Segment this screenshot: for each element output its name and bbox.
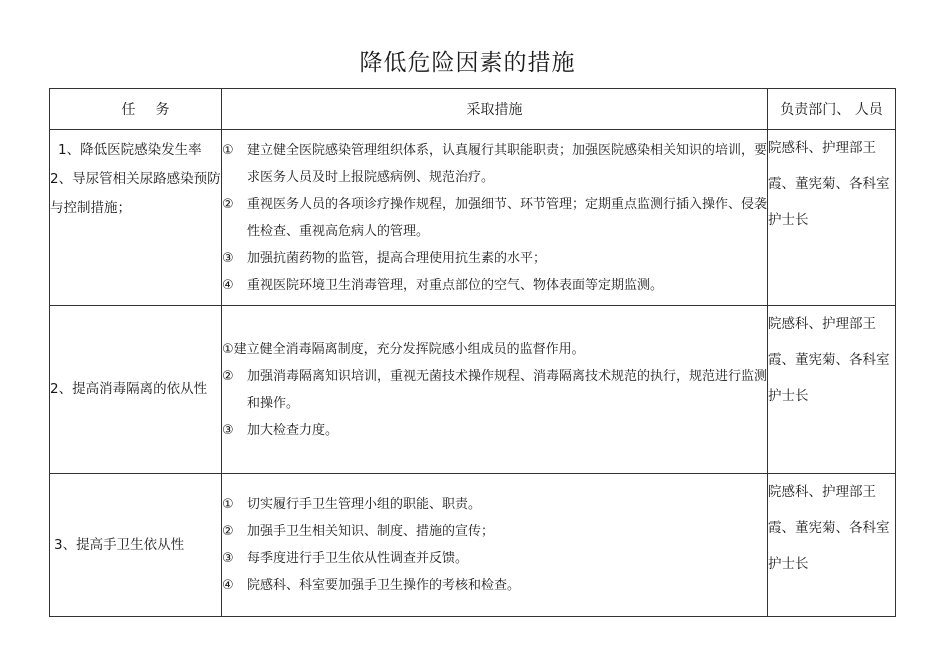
table-header-row (50, 89, 896, 130)
measure-item (222, 491, 767, 518)
task-line: 2、导尿管相关尿路感染预防与控制措施； (50, 171, 221, 216)
measures-table (49, 88, 896, 617)
measure-text: 建立健全消毒隔离制度，充分发挥院感小组成员的监督作用。 (233, 341, 585, 357)
measure-text: 每季度进行手卫生依从性调查并反馈。 (247, 551, 469, 566)
measures-cell (222, 306, 768, 474)
measure-item (222, 572, 767, 599)
measure-text: 院感科、科室要加强手卫生操作的考核和检查。 (247, 578, 521, 593)
measure-number: ① (222, 341, 234, 357)
table-row (50, 306, 896, 474)
measure-item (222, 137, 767, 191)
measure-item (222, 272, 767, 299)
measure-text: 切实履行手卫生管理小组的职能、职责。 (247, 497, 482, 512)
measure-text: 加强消毒隔离知识培训，重视无菌技术操作规程、消毒隔离技术规范的执行，规范进行监测和操作。 (247, 368, 768, 411)
measure-text: 加强手卫生相关知识、制度、措施的宣传； (247, 524, 495, 539)
department-cell: 院感科、护理部王霞、董宪菊、各科室护士长 (768, 130, 896, 306)
measure-number: ② (222, 524, 234, 539)
header-measures: 采取措施 (222, 89, 768, 130)
task-cell (50, 474, 222, 617)
task-line: 2、提高消毒隔离的依从性 (50, 381, 208, 397)
measure-number: ④ (222, 277, 234, 293)
measure-number: ③ (222, 551, 234, 566)
measure-number: ② (222, 196, 234, 212)
department-cell: 院感科、护理部王霞、董宪菊、各科室护士长 (768, 306, 896, 474)
header-task (50, 89, 222, 130)
document-title: 降低危险因素的措施 (359, 50, 576, 76)
measure-text: 建立健全医院感染管理组织体系，认真履行其职能职责；加强医院感染相关知识的培训，要求医务人员及时上报院感病例、规范治疗。 (247, 142, 768, 185)
measure-text: 加大检查力度。 (247, 422, 339, 438)
measure-item (222, 336, 767, 363)
header-task-part2: 务 (155, 102, 170, 118)
measure-item (222, 545, 767, 572)
measure-text: 重视医院环境卫生消毒管理，对重点部位的空气、物体表面等定期监测。 (247, 277, 664, 293)
header-department: 负责部门、 人员 (768, 89, 896, 130)
measures-cell (222, 474, 768, 617)
task-line: 1、降低医院感染发生率 (58, 142, 202, 158)
department-cell: 院感科、护理部王霞、董宪菊、各科室护士长 (768, 474, 896, 617)
measure-number: ④ (222, 578, 234, 593)
measure-item (222, 245, 767, 272)
task-cell (50, 130, 222, 306)
measure-item (222, 191, 767, 245)
measure-number: ③ (222, 422, 234, 438)
table-row (50, 474, 896, 617)
measure-item (222, 363, 767, 417)
measures-cell (222, 130, 768, 306)
measure-number: ③ (222, 250, 234, 266)
measure-text: 重视医务人员的各项诊疗操作规程，加强细节、环节管理；定期重点监测行插入操作、侵袭性检查、重视高危病人的管理。 (247, 196, 768, 239)
measure-item (222, 518, 767, 545)
table-row (50, 130, 896, 306)
measure-number: ② (222, 368, 234, 384)
measure-number: ① (222, 142, 234, 158)
header-task-part1: 任 (121, 102, 136, 118)
measure-item (222, 417, 767, 444)
task-cell (50, 306, 222, 474)
measure-number: ① (222, 497, 234, 512)
measure-text: 加强抗菌药物的监管，提高合理使用抗生素的水平； (247, 250, 547, 266)
task-line: 3、提高手卫生依从性 (54, 536, 185, 553)
